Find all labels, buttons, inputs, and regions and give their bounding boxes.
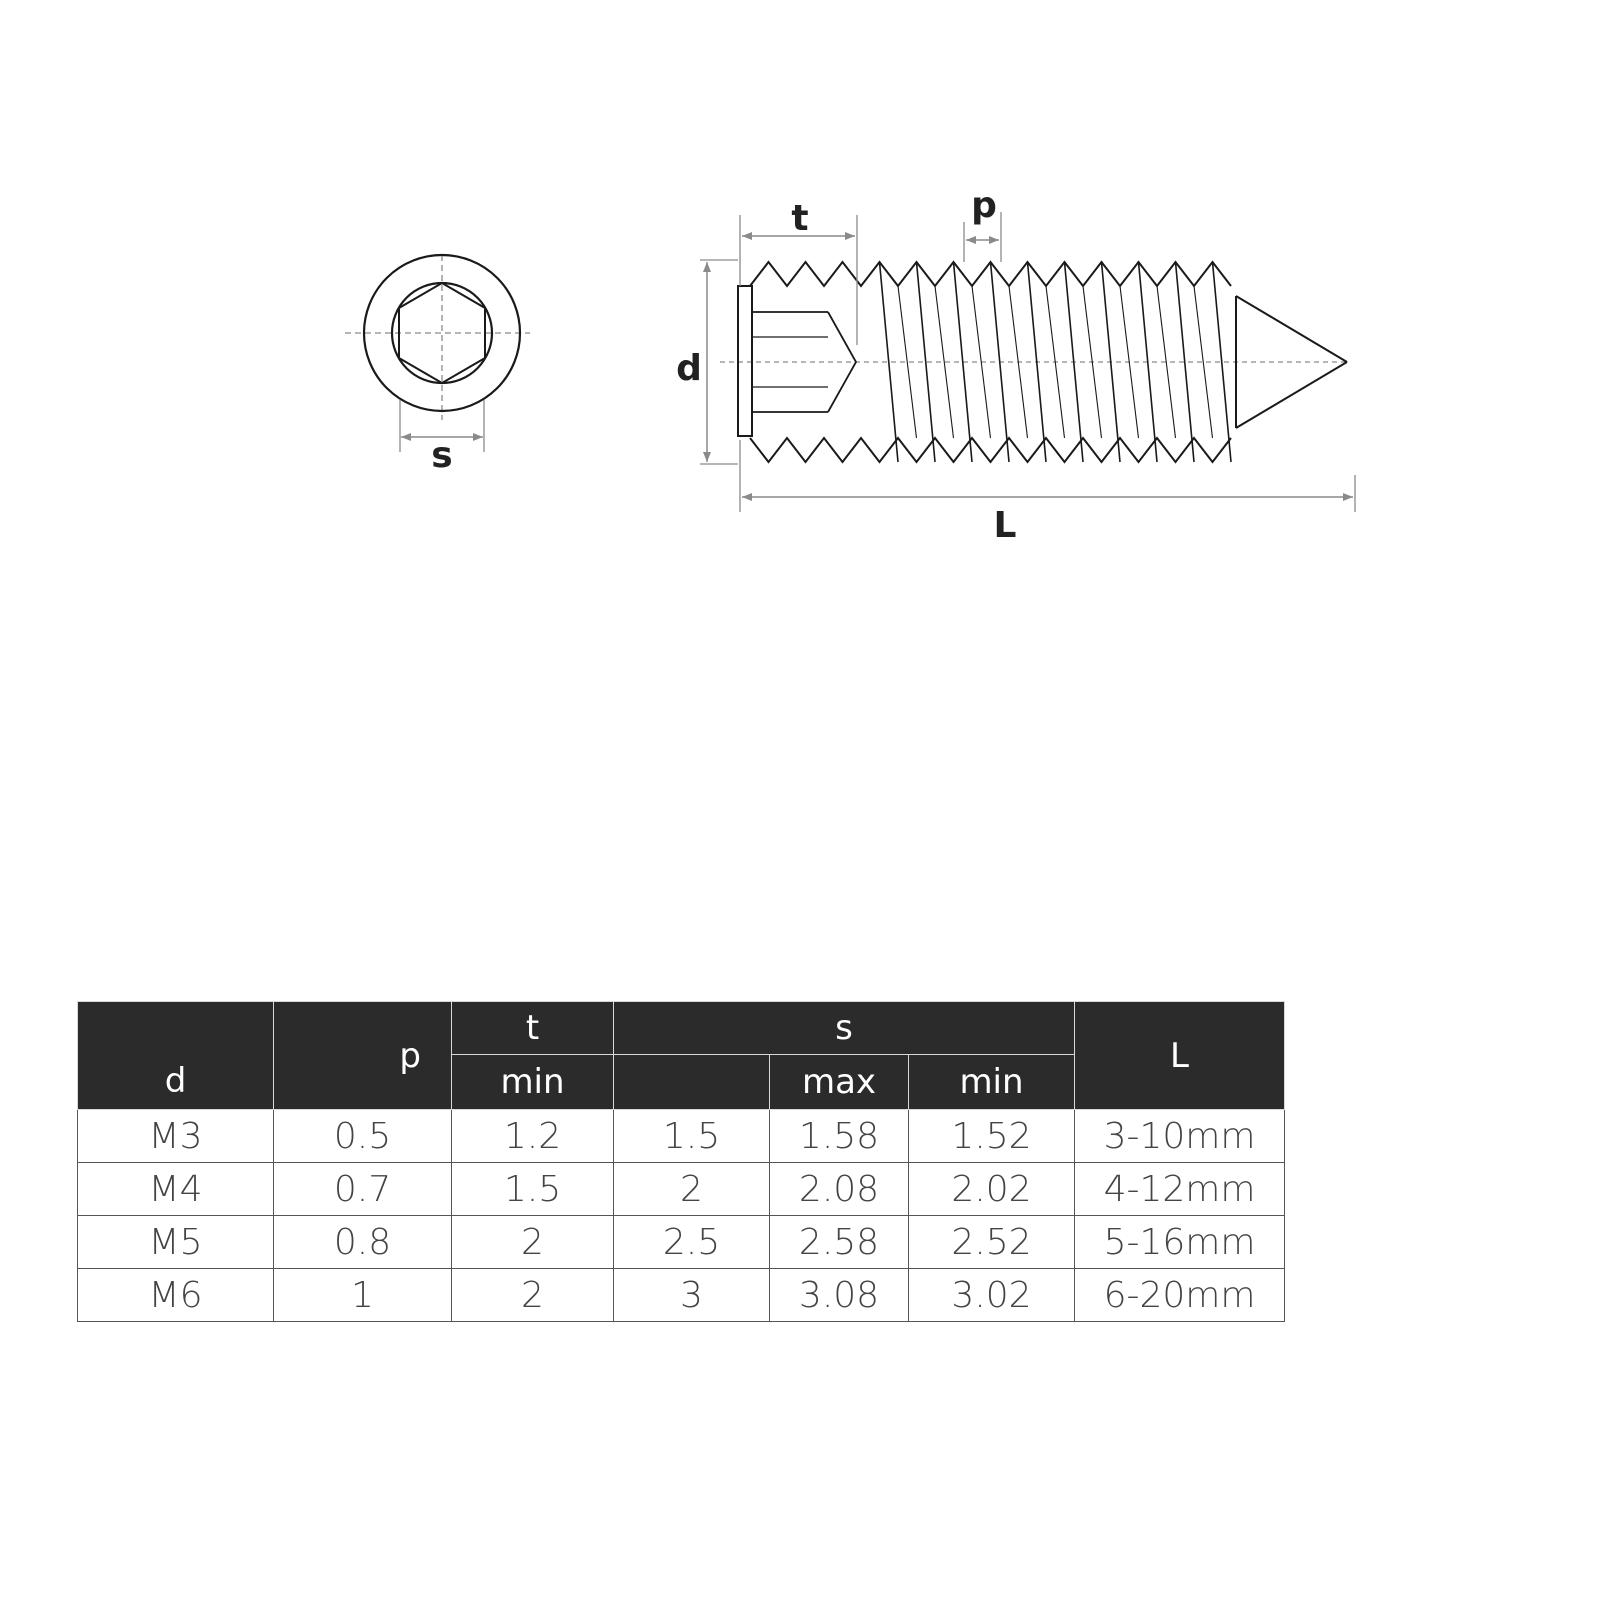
header-p: p (274, 1002, 452, 1110)
header-s-min: min (909, 1055, 1075, 1110)
cell-L: 4-12mm (1075, 1163, 1285, 1216)
cell-t-min: 1.5 (452, 1163, 614, 1216)
cell-t-min: 2 (452, 1269, 614, 1322)
cell-s-max: 2.58 (770, 1216, 909, 1269)
cell-d: M4 (78, 1163, 274, 1216)
cell-s: 1.5 (614, 1110, 770, 1163)
label-d: d (676, 348, 702, 389)
cell-p: 0.7 (274, 1163, 452, 1216)
header-t: t (452, 1002, 614, 1055)
table-row (78, 1216, 1285, 1269)
table-row (78, 1269, 1285, 1322)
header-s-nominal (614, 1055, 770, 1110)
cell-s: 2.5 (614, 1216, 770, 1269)
cell-s-max: 3.08 (770, 1269, 909, 1322)
side-view-set-screw-icon (676, 185, 1355, 546)
header-L: L (1075, 1002, 1285, 1110)
cell-p: 0.5 (274, 1110, 452, 1163)
spec-table (77, 1001, 1285, 1322)
end-view-hex-socket-icon (345, 255, 530, 476)
cone-upper-edge (1236, 296, 1347, 362)
cell-d: M6 (78, 1269, 274, 1322)
cell-t-min: 2 (452, 1216, 614, 1269)
cell-L: 3-10mm (1075, 1110, 1285, 1163)
cell-d: M3 (78, 1110, 274, 1163)
cell-L: 6-20mm (1075, 1269, 1285, 1322)
cell-s-min: 1.52 (909, 1110, 1075, 1163)
table-row (78, 1110, 1285, 1163)
header-s-max: max (770, 1055, 909, 1110)
header-d: d (78, 1002, 274, 1110)
label-t: t (791, 198, 809, 239)
label-p: p (971, 185, 997, 226)
cell-s-min: 3.02 (909, 1269, 1075, 1322)
cell-p: 1 (274, 1269, 452, 1322)
label-s: s (431, 435, 453, 476)
cell-s-max: 2.08 (770, 1163, 909, 1216)
cell-L: 5-16mm (1075, 1216, 1285, 1269)
cell-t-min: 1.2 (452, 1110, 614, 1163)
cell-d: M5 (78, 1216, 274, 1269)
thread-bottom-profile (750, 438, 1231, 462)
label-L: L (993, 505, 1017, 546)
header-s: s (614, 1002, 1075, 1055)
cell-s-max: 1.58 (770, 1110, 909, 1163)
cell-s-min: 2.02 (909, 1163, 1075, 1216)
cell-p: 0.8 (274, 1216, 452, 1269)
table-row (78, 1163, 1285, 1216)
header-t-min: min (452, 1055, 614, 1110)
end-face (738, 286, 752, 436)
cone-lower-edge (1236, 362, 1347, 428)
cell-s-min: 2.52 (909, 1216, 1075, 1269)
cell-s: 3 (614, 1269, 770, 1322)
cell-s: 2 (614, 1163, 770, 1216)
